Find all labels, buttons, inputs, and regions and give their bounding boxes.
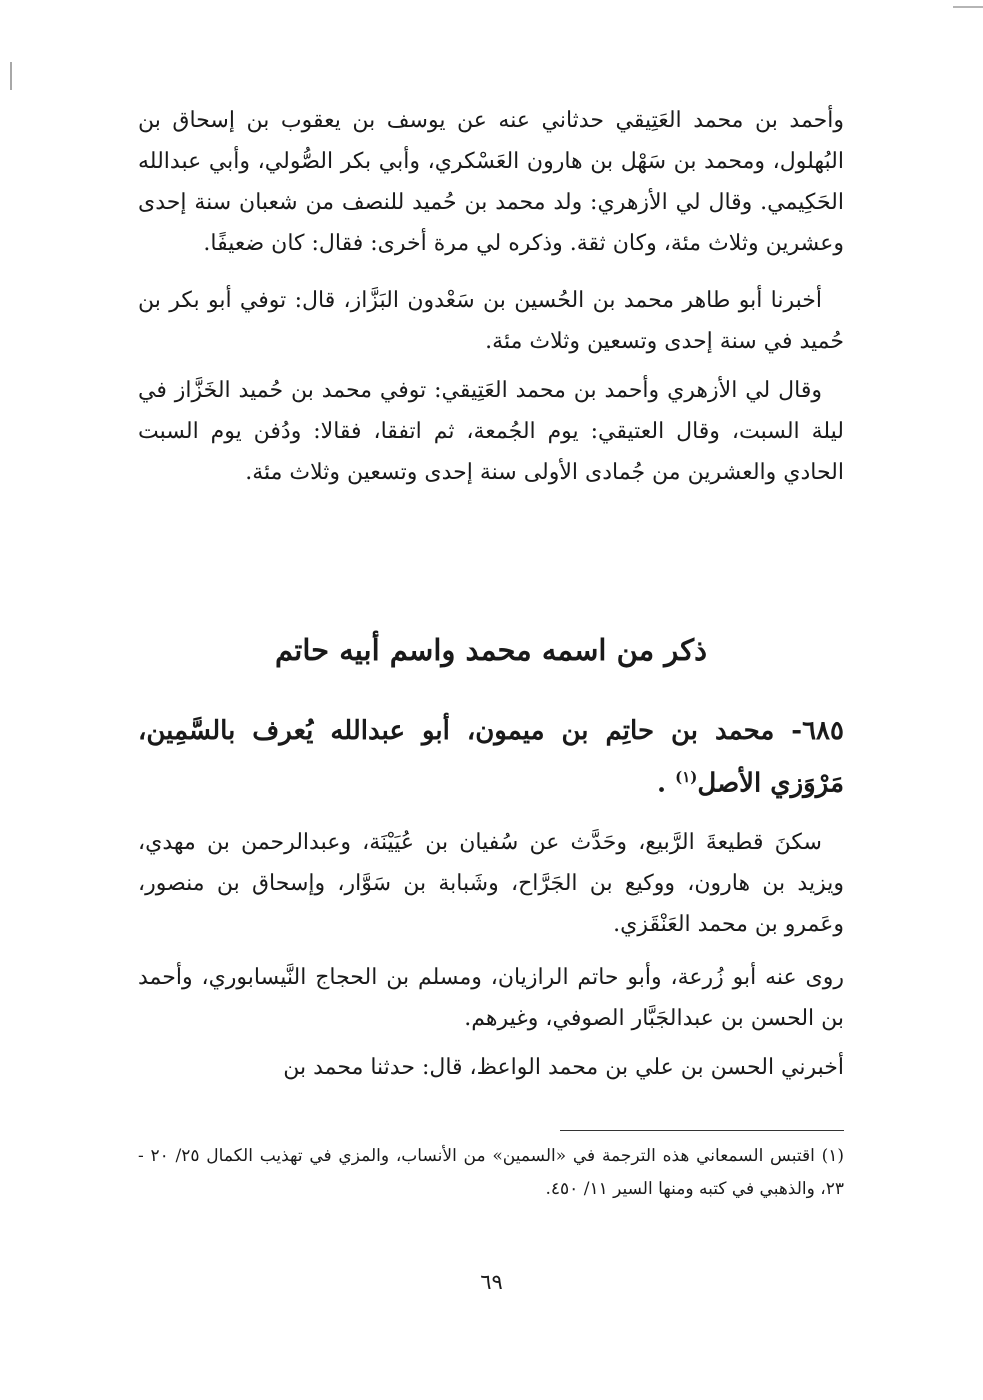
scan-edge-mark: [953, 6, 983, 8]
entry-heading: [138, 708, 844, 807]
paragraph: وأحمد بن محمد العَتِيقي حدثاني عنه عن يوسف بن يعقوب بن إسحاق بن البُهلول، ومحمد بن سَهْل بن هارون العَسْكري، وأبي بكر الصُّولي، وأبي عبدالله الحَكِيمي. وقال لي الأزهري: ولد محمد بن حُميد للنصف من شعبان سنة إحدى وعشرين وثلاث مئة، وكان ثقة. وذكره لي مرة أخرى: فقال: كان ضعيفًا.: [138, 108, 844, 256]
paragraph: روى عنه أبو زُرعة، وأبو حاتم الرازيان، ومسلم بن الحجاج النَّيسابوري، وأحمد بن الحسن بن عبدالجَبَّار الصوفي، وغيرهم.: [138, 965, 844, 1031]
page-number: ٦٩: [480, 1270, 503, 1294]
body-text-bottom: [138, 822, 844, 1088]
footnote-ref: (١): [675, 768, 698, 786]
section-heading: ذكر من اسمه محمد واسم أبيه حاتم: [274, 633, 708, 667]
footnote: (١) اقتبس السمعاني هذه الترجمة في «السمين» من الأنساب، والمزي في تهذيب الكمال ٢٥/ ٢٠ - ٢٣، والذهبي في كتبه ومنها السير ١١/ ٤٥٠.: [138, 1146, 845, 1199]
paragraph: أخبرني الحسن بن علي بن محمد الواعظ، قال: حدثنا محمد بن: [283, 1055, 844, 1080]
entry-heading-text: ٦٨٥- محمد بن حاتِم بن ميمون، أبو عبدالله يُعرف بالسَّمِين، مَرْوَزي الأصل: [138, 716, 844, 799]
paragraph: أخبرنا أبو طاهر محمد بن الحُسين بن سَعْدون البَزَّاز، قال: توفي أبو بكر بن حُميد في سنة إحدى وتسعين وثلاث مئة.: [138, 288, 844, 354]
footnote-divider: [560, 1130, 844, 1131]
entry-heading-end: .: [657, 768, 676, 799]
paragraph: وقال لي الأزهري وأحمد بن محمد العَتِيقي: توفي محمد بن حُميد الخَزَّاز في ليلة السبت، وقال العتيقي: يوم الجُمعة، ثم اتفقا، فقالا: ودُفن يوم السبت الحادي والعشرين من جُمادى الأولى سنة إحدى وتسعين وثلاث مئة.: [138, 378, 844, 485]
body-text-top: [138, 100, 844, 493]
paragraph: سكنَ قطيعةَ الرَّبيع، وحَدَّث عن سُفيان بن عُيَيْنَة، وعبدالرحمن بن مهدي، ويزيد بن هارون، ووكيع بن الجَرَّاح، وشَبابة بن سَوَّار، وإسحاق بن منصور، وعَمرو بن محمد العَنْقَزي.: [138, 830, 844, 937]
scan-edge-mark: [10, 62, 12, 90]
